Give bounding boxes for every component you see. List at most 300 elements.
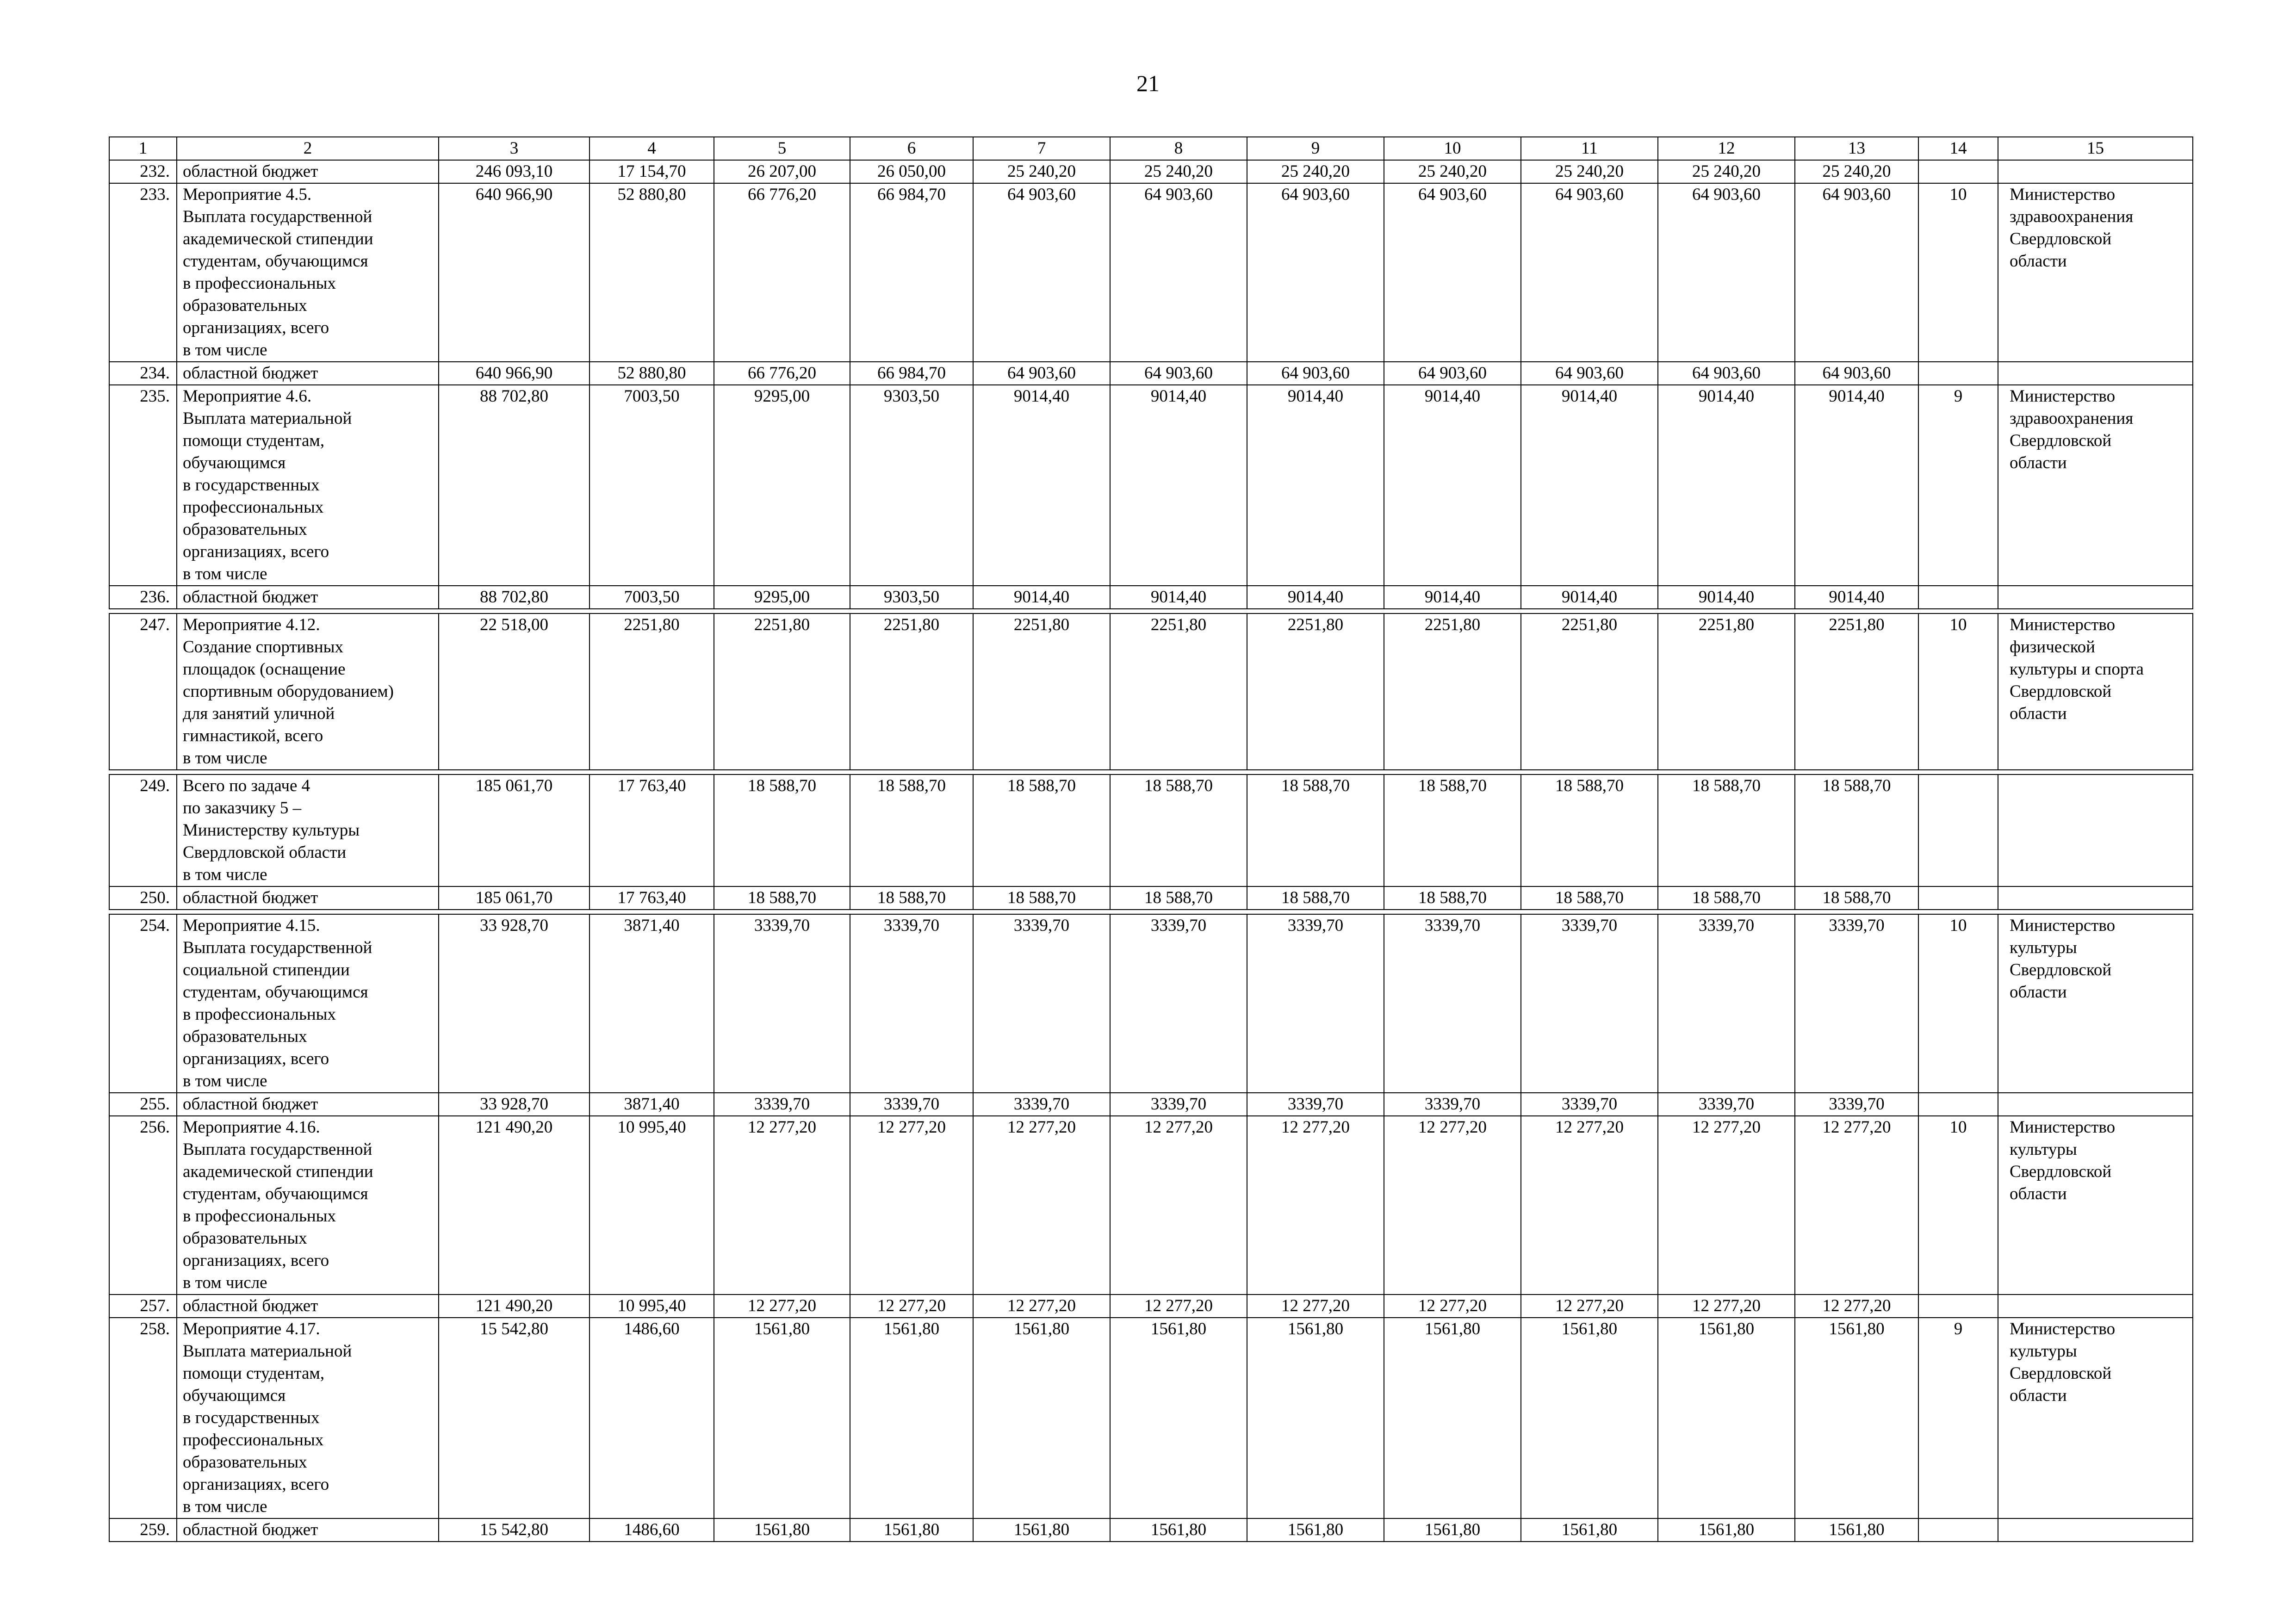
value-cell: 3339,70 xyxy=(1110,914,1247,1093)
value-cell: 25 240,20 xyxy=(1658,160,1795,183)
column-header: 13 xyxy=(1795,137,1918,160)
row-name xyxy=(177,1116,439,1295)
value-cell: 1561,80 xyxy=(714,1318,850,1518)
value-cell: 2251,80 xyxy=(973,613,1110,770)
value-cell: 3339,70 xyxy=(1795,1093,1918,1116)
cell-line: в том числе xyxy=(183,341,267,359)
value-cell: 64 903,60 xyxy=(1795,362,1918,385)
cell-line: Создание спортивных xyxy=(183,638,343,657)
cell-line: Министерство xyxy=(2010,1319,2116,1338)
value-cell: 18 588,70 xyxy=(1795,774,1918,886)
value-cell: 2251,80 xyxy=(1658,613,1795,770)
value-cell: 3339,70 xyxy=(1658,914,1795,1093)
value-cell: 12 277,20 xyxy=(1795,1295,1918,1318)
table-row xyxy=(109,914,2193,1093)
value-cell: 3339,70 xyxy=(1521,914,1658,1093)
row-number: 259. xyxy=(109,1518,177,1542)
row-number: 235. xyxy=(109,385,177,586)
value-cell: 18 588,70 xyxy=(1247,886,1384,910)
cell-line: в государственных xyxy=(183,1408,320,1427)
value-cell: 64 903,60 xyxy=(1521,362,1658,385)
table-row xyxy=(109,886,2193,910)
column-header: 4 xyxy=(590,137,714,160)
column-header: 8 xyxy=(1110,137,1247,160)
responsible-cell xyxy=(1998,1295,2193,1318)
cell-line: Мероприятие 4.12. xyxy=(183,615,320,634)
cell-line: в профессиональных xyxy=(183,1207,336,1226)
row-number: 232. xyxy=(109,160,177,183)
value-cell: 9014,40 xyxy=(1795,586,1918,609)
header-row xyxy=(109,137,2193,160)
value-cell: 17 763,40 xyxy=(590,774,714,886)
responsible-cell xyxy=(1998,886,2193,910)
table-row xyxy=(109,1318,2193,1518)
value-cell: 10 995,40 xyxy=(590,1295,714,1318)
value-cell: 18 588,70 xyxy=(1521,886,1658,910)
cell-line: помощи студентам, xyxy=(183,1364,325,1383)
value-cell: 64 903,60 xyxy=(1247,362,1384,385)
value-cell: 1561,80 xyxy=(1247,1518,1384,1542)
value-cell: 9014,40 xyxy=(973,586,1110,609)
column-14-cell xyxy=(1918,160,1998,183)
cell-line: областной бюджет xyxy=(183,1095,318,1114)
column-14-cell xyxy=(1918,886,1998,910)
value-cell: 66 776,20 xyxy=(714,183,850,362)
value-cell: 1561,80 xyxy=(1795,1518,1918,1542)
value-cell: 1561,80 xyxy=(973,1518,1110,1542)
column-header: 3 xyxy=(439,137,590,160)
column-14-cell xyxy=(1918,774,1998,886)
cell-line: Свердловской xyxy=(2010,229,2112,248)
value-cell: 18 588,70 xyxy=(1521,774,1658,886)
cell-line: области xyxy=(2010,1184,2067,1203)
value-cell: 12 277,20 xyxy=(1384,1116,1521,1295)
row-number: 250. xyxy=(109,886,177,910)
row-name xyxy=(177,886,439,910)
table-row xyxy=(109,362,2193,385)
cell-line: Мероприятие 4.16. xyxy=(183,1118,320,1137)
value-cell: 9014,40 xyxy=(1658,586,1795,609)
responsible-cell xyxy=(1998,160,2193,183)
value-cell: 1561,80 xyxy=(1384,1318,1521,1518)
cell-line: профессиональных xyxy=(183,1431,324,1450)
column-header: 15 xyxy=(1998,137,2193,160)
row-name xyxy=(177,385,439,586)
row-number: 256. xyxy=(109,1116,177,1295)
value-cell: 64 903,60 xyxy=(1658,183,1795,362)
table-row xyxy=(109,1093,2193,1116)
cell-line: Свердловской области xyxy=(183,843,347,862)
value-cell: 3339,70 xyxy=(973,1093,1110,1116)
value-cell: 3339,70 xyxy=(1384,914,1521,1093)
value-cell: 12 277,20 xyxy=(1658,1295,1795,1318)
value-cell: 640 966,90 xyxy=(439,183,590,362)
value-cell: 12 277,20 xyxy=(973,1116,1110,1295)
value-cell: 2251,80 xyxy=(1521,613,1658,770)
value-cell: 2251,80 xyxy=(714,613,850,770)
value-cell: 64 903,60 xyxy=(1384,183,1521,362)
cell-line: образовательных xyxy=(183,1229,307,1248)
value-cell: 3339,70 xyxy=(1658,1093,1795,1116)
row-number: 233. xyxy=(109,183,177,362)
cell-line: помощи студентам, xyxy=(183,431,325,450)
value-cell: 1561,80 xyxy=(1658,1318,1795,1518)
value-cell: 3339,70 xyxy=(714,914,850,1093)
row-name xyxy=(177,774,439,886)
cell-line: образовательных xyxy=(183,1027,307,1046)
table-row xyxy=(109,1116,2193,1295)
cell-line: обучающимся xyxy=(183,1386,286,1405)
value-cell: 17 154,70 xyxy=(590,160,714,183)
value-cell: 25 240,20 xyxy=(1110,160,1247,183)
value-cell: 12 277,20 xyxy=(1247,1116,1384,1295)
value-cell: 33 928,70 xyxy=(439,1093,590,1116)
cell-line: областной бюджет xyxy=(183,1520,318,1539)
cell-line: здравоохранения xyxy=(2010,409,2134,428)
table-row xyxy=(109,160,2193,183)
value-cell: 1561,80 xyxy=(1110,1518,1247,1542)
value-cell: 18 588,70 xyxy=(1658,774,1795,886)
value-cell: 88 702,80 xyxy=(439,385,590,586)
value-cell: 3871,40 xyxy=(590,914,714,1093)
row-name xyxy=(177,914,439,1093)
row-number: 247. xyxy=(109,613,177,770)
value-cell: 12 277,20 xyxy=(1110,1295,1247,1318)
cell-line: здравоохранения xyxy=(2010,207,2134,226)
value-cell: 17 763,40 xyxy=(590,886,714,910)
cell-line: физической xyxy=(2010,638,2095,657)
table-row xyxy=(109,1295,2193,1318)
page-number: 21 xyxy=(1136,70,1160,96)
responsible-cell xyxy=(1998,362,2193,385)
column-14-cell: 10 xyxy=(1918,1116,1998,1295)
value-cell: 12 277,20 xyxy=(1110,1116,1247,1295)
value-cell: 185 061,70 xyxy=(439,774,590,886)
cell-line: области xyxy=(2010,704,2067,723)
column-header: 10 xyxy=(1384,137,1521,160)
row-name xyxy=(177,586,439,609)
value-cell: 3339,70 xyxy=(1795,914,1918,1093)
row-name xyxy=(177,160,439,183)
column-header: 12 xyxy=(1658,137,1795,160)
value-cell: 25 240,20 xyxy=(1795,160,1918,183)
table-row xyxy=(109,586,2193,609)
cell-line: в профессиональных xyxy=(183,1005,336,1024)
value-cell: 12 277,20 xyxy=(1521,1295,1658,1318)
cell-line: для занятий уличной xyxy=(183,704,335,723)
value-cell: 1486,60 xyxy=(590,1318,714,1518)
row-number: 236. xyxy=(109,586,177,609)
value-cell: 33 928,70 xyxy=(439,914,590,1093)
row-name xyxy=(177,1295,439,1318)
value-cell: 12 277,20 xyxy=(850,1295,973,1318)
value-cell: 3339,70 xyxy=(973,914,1110,1093)
responsible-cell xyxy=(1998,774,2193,886)
value-cell: 3339,70 xyxy=(850,914,973,1093)
cell-line: области xyxy=(2010,983,2067,1002)
value-cell: 66 984,70 xyxy=(850,183,973,362)
value-cell: 1561,80 xyxy=(850,1518,973,1542)
value-cell: 18 588,70 xyxy=(1795,886,1918,910)
value-cell: 3339,70 xyxy=(1384,1093,1521,1116)
value-cell: 88 702,80 xyxy=(439,586,590,609)
row-name xyxy=(177,1093,439,1116)
value-cell: 25 240,20 xyxy=(1384,160,1521,183)
responsible-cell xyxy=(1998,1116,2193,1295)
column-14-cell xyxy=(1918,1295,1998,1318)
responsible-cell xyxy=(1998,385,2193,586)
value-cell: 121 490,20 xyxy=(439,1295,590,1318)
cell-line: Выплата государственной xyxy=(183,938,372,957)
cell-line: области xyxy=(2010,453,2067,472)
value-cell: 64 903,60 xyxy=(1795,183,1918,362)
value-cell: 1561,80 xyxy=(1795,1318,1918,1518)
value-cell: 3339,70 xyxy=(714,1093,850,1116)
cell-line: гимнастикой, всего xyxy=(183,726,323,745)
row-number: 258. xyxy=(109,1318,177,1518)
responsible-cell xyxy=(1998,914,2193,1093)
value-cell: 12 277,20 xyxy=(1247,1295,1384,1318)
row-number: 257. xyxy=(109,1295,177,1318)
value-cell: 64 903,60 xyxy=(973,362,1110,385)
value-cell: 1561,80 xyxy=(1384,1518,1521,1542)
cell-line: Министерство xyxy=(2010,1118,2116,1137)
value-cell: 12 277,20 xyxy=(1384,1295,1521,1318)
value-cell: 1561,80 xyxy=(1247,1318,1384,1518)
column-header: 2 xyxy=(177,137,439,160)
column-14-cell: 9 xyxy=(1918,385,1998,586)
separator-cell xyxy=(109,770,2193,774)
value-cell: 9014,40 xyxy=(1658,385,1795,586)
value-cell: 1561,80 xyxy=(1521,1318,1658,1518)
value-cell: 18 588,70 xyxy=(1247,774,1384,886)
responsible-cell xyxy=(1998,183,2193,362)
value-cell: 15 542,80 xyxy=(439,1518,590,1542)
cell-line: организациях, всего xyxy=(183,1475,329,1494)
cell-line: социальной стипендии xyxy=(183,960,350,979)
value-cell: 12 277,20 xyxy=(714,1295,850,1318)
row-number: 254. xyxy=(109,914,177,1093)
value-cell: 26 207,00 xyxy=(714,160,850,183)
cell-line: в профессиональных xyxy=(183,274,336,293)
column-header: 11 xyxy=(1521,137,1658,160)
cell-line: областной бюджет xyxy=(183,588,318,607)
value-cell: 121 490,20 xyxy=(439,1116,590,1295)
block-separator xyxy=(109,910,2193,914)
responsible-cell xyxy=(1998,613,2193,770)
value-cell: 2251,80 xyxy=(1247,613,1384,770)
cell-line: площадок (оснащение xyxy=(183,660,346,679)
value-cell: 64 903,60 xyxy=(1110,183,1247,362)
cell-line: Мероприятие 4.15. xyxy=(183,916,320,935)
column-14-cell: 10 xyxy=(1918,613,1998,770)
cell-line: студентам, обучающимся xyxy=(183,1184,368,1203)
value-cell: 9014,40 xyxy=(1384,385,1521,586)
cell-line: Министерство xyxy=(2010,387,2116,406)
cell-line: культуры xyxy=(2010,1140,2077,1159)
value-cell: 3339,70 xyxy=(1247,914,1384,1093)
value-cell: 12 277,20 xyxy=(714,1116,850,1295)
value-cell: 9303,50 xyxy=(850,385,973,586)
cell-line: Свердловской xyxy=(2010,960,2112,979)
value-cell: 18 588,70 xyxy=(1384,774,1521,886)
cell-line: Свердловской xyxy=(2010,1162,2112,1181)
value-cell: 25 240,20 xyxy=(1521,160,1658,183)
column-14-cell: 10 xyxy=(1918,183,1998,362)
block-separator xyxy=(109,609,2193,613)
value-cell: 64 903,60 xyxy=(1658,362,1795,385)
value-cell: 7003,50 xyxy=(590,385,714,586)
responsible-cell xyxy=(1998,1093,2193,1116)
value-cell: 25 240,20 xyxy=(973,160,1110,183)
value-cell: 9014,40 xyxy=(1110,586,1247,609)
value-cell: 3339,70 xyxy=(850,1093,973,1116)
cell-line: Выплата государственной xyxy=(183,1140,372,1159)
cell-line: обучающимся xyxy=(183,453,286,472)
value-cell: 64 903,60 xyxy=(1521,183,1658,362)
value-cell: 640 966,90 xyxy=(439,362,590,385)
cell-line: областной бюджет xyxy=(183,364,318,383)
value-cell: 3339,70 xyxy=(1521,1093,1658,1116)
value-cell: 9014,40 xyxy=(1247,586,1384,609)
cell-line: Министерство xyxy=(2010,185,2116,204)
value-cell: 246 093,10 xyxy=(439,160,590,183)
row-number: 234. xyxy=(109,362,177,385)
value-cell: 9014,40 xyxy=(1521,385,1658,586)
cell-line: в том числе xyxy=(183,1072,267,1090)
value-cell: 12 277,20 xyxy=(1521,1116,1658,1295)
value-cell: 9295,00 xyxy=(714,586,850,609)
value-cell: 3339,70 xyxy=(1110,1093,1247,1116)
cell-line: студентам, обучающимся xyxy=(183,252,368,271)
value-cell: 9295,00 xyxy=(714,385,850,586)
value-cell: 3339,70 xyxy=(1247,1093,1384,1116)
value-cell: 185 061,70 xyxy=(439,886,590,910)
cell-line: Мероприятие 4.17. xyxy=(183,1319,320,1338)
row-number: 249. xyxy=(109,774,177,886)
value-cell: 9014,40 xyxy=(1247,385,1384,586)
row-name xyxy=(177,613,439,770)
cell-line: в том числе xyxy=(183,749,267,768)
row-number: 255. xyxy=(109,1093,177,1116)
cell-line: Министерство xyxy=(2010,615,2116,634)
value-cell: 2251,80 xyxy=(1110,613,1247,770)
value-cell: 9014,40 xyxy=(1384,586,1521,609)
budget-table-grid xyxy=(109,136,2193,1542)
cell-line: Всего по задаче 4 xyxy=(183,776,310,795)
cell-line: организациях, всего xyxy=(183,542,329,561)
cell-line: областной бюджет xyxy=(183,888,318,907)
row-name xyxy=(177,1518,439,1542)
cell-line: Свердловской xyxy=(2010,431,2112,450)
cell-line: Министерству культуры xyxy=(183,821,360,840)
value-cell: 64 903,60 xyxy=(973,183,1110,362)
value-cell: 1561,80 xyxy=(1110,1318,1247,1518)
value-cell: 52 880,80 xyxy=(590,183,714,362)
cell-line: в том числе xyxy=(183,564,267,583)
row-name xyxy=(177,362,439,385)
column-header: 9 xyxy=(1247,137,1384,160)
value-cell: 1561,80 xyxy=(1521,1518,1658,1542)
value-cell: 1561,80 xyxy=(1658,1518,1795,1542)
value-cell: 2251,80 xyxy=(1384,613,1521,770)
cell-line: в том числе xyxy=(183,1273,267,1292)
cell-line: в государственных xyxy=(183,476,320,495)
value-cell: 18 588,70 xyxy=(850,774,973,886)
value-cell: 52 880,80 xyxy=(590,362,714,385)
value-cell: 1486,60 xyxy=(590,1518,714,1542)
value-cell: 12 277,20 xyxy=(850,1116,973,1295)
value-cell: 3871,40 xyxy=(590,1093,714,1116)
table-row xyxy=(109,183,2193,362)
value-cell: 12 277,20 xyxy=(1795,1116,1918,1295)
cell-line: студентам, обучающимся xyxy=(183,983,368,1002)
value-cell: 66 984,70 xyxy=(850,362,973,385)
cell-line: областной бюджет xyxy=(183,162,318,181)
value-cell: 26 050,00 xyxy=(850,160,973,183)
responsible-cell xyxy=(1998,1518,2193,1542)
value-cell: 66 776,20 xyxy=(714,362,850,385)
value-cell: 18 588,70 xyxy=(714,886,850,910)
responsible-cell xyxy=(1998,1318,2193,1518)
value-cell: 1561,80 xyxy=(973,1318,1110,1518)
column-header: 1 xyxy=(109,137,177,160)
cell-line: организациях, всего xyxy=(183,1049,329,1068)
table-row xyxy=(109,613,2193,770)
cell-line: областной бюджет xyxy=(183,1296,318,1315)
value-cell: 18 588,70 xyxy=(1110,886,1247,910)
cell-line: Мероприятие 4.5. xyxy=(183,185,312,204)
cell-line: образовательных xyxy=(183,296,307,315)
value-cell: 2251,80 xyxy=(590,613,714,770)
value-cell: 2251,80 xyxy=(850,613,973,770)
value-cell: 18 588,70 xyxy=(714,774,850,886)
value-cell: 12 277,20 xyxy=(973,1295,1110,1318)
column-14-cell: 9 xyxy=(1918,1318,1998,1518)
value-cell: 18 588,70 xyxy=(850,886,973,910)
cell-line: образовательных xyxy=(183,520,307,539)
value-cell: 64 903,60 xyxy=(1110,362,1247,385)
cell-line: организациях, всего xyxy=(183,318,329,337)
cell-line: академической стипендии xyxy=(183,1162,373,1181)
column-header: 6 xyxy=(850,137,973,160)
table-row xyxy=(109,1518,2193,1542)
cell-line: организациях, всего xyxy=(183,1251,329,1270)
column-14-cell xyxy=(1918,362,1998,385)
budget-table xyxy=(109,136,2193,1542)
value-cell: 15 542,80 xyxy=(439,1318,590,1518)
cell-line: в том числе xyxy=(183,1497,267,1516)
table-row xyxy=(109,385,2193,586)
cell-line: академической стипендии xyxy=(183,229,373,248)
table-row xyxy=(109,774,2193,886)
value-cell: 1561,80 xyxy=(850,1318,973,1518)
cell-line: спортивным оборудованием) xyxy=(183,682,394,701)
cell-line: области xyxy=(2010,252,2067,271)
value-cell: 18 588,70 xyxy=(1384,886,1521,910)
value-cell: 9014,40 xyxy=(1795,385,1918,586)
value-cell: 18 588,70 xyxy=(1658,886,1795,910)
value-cell: 2251,80 xyxy=(1795,613,1918,770)
value-cell: 22 518,00 xyxy=(439,613,590,770)
block-separator xyxy=(109,770,2193,774)
value-cell: 18 588,70 xyxy=(973,886,1110,910)
column-14-cell xyxy=(1918,1518,1998,1542)
cell-line: Министерство xyxy=(2010,916,2116,935)
column-14-cell xyxy=(1918,586,1998,609)
value-cell: 18 588,70 xyxy=(973,774,1110,886)
cell-line: Мероприятие 4.6. xyxy=(183,387,312,406)
